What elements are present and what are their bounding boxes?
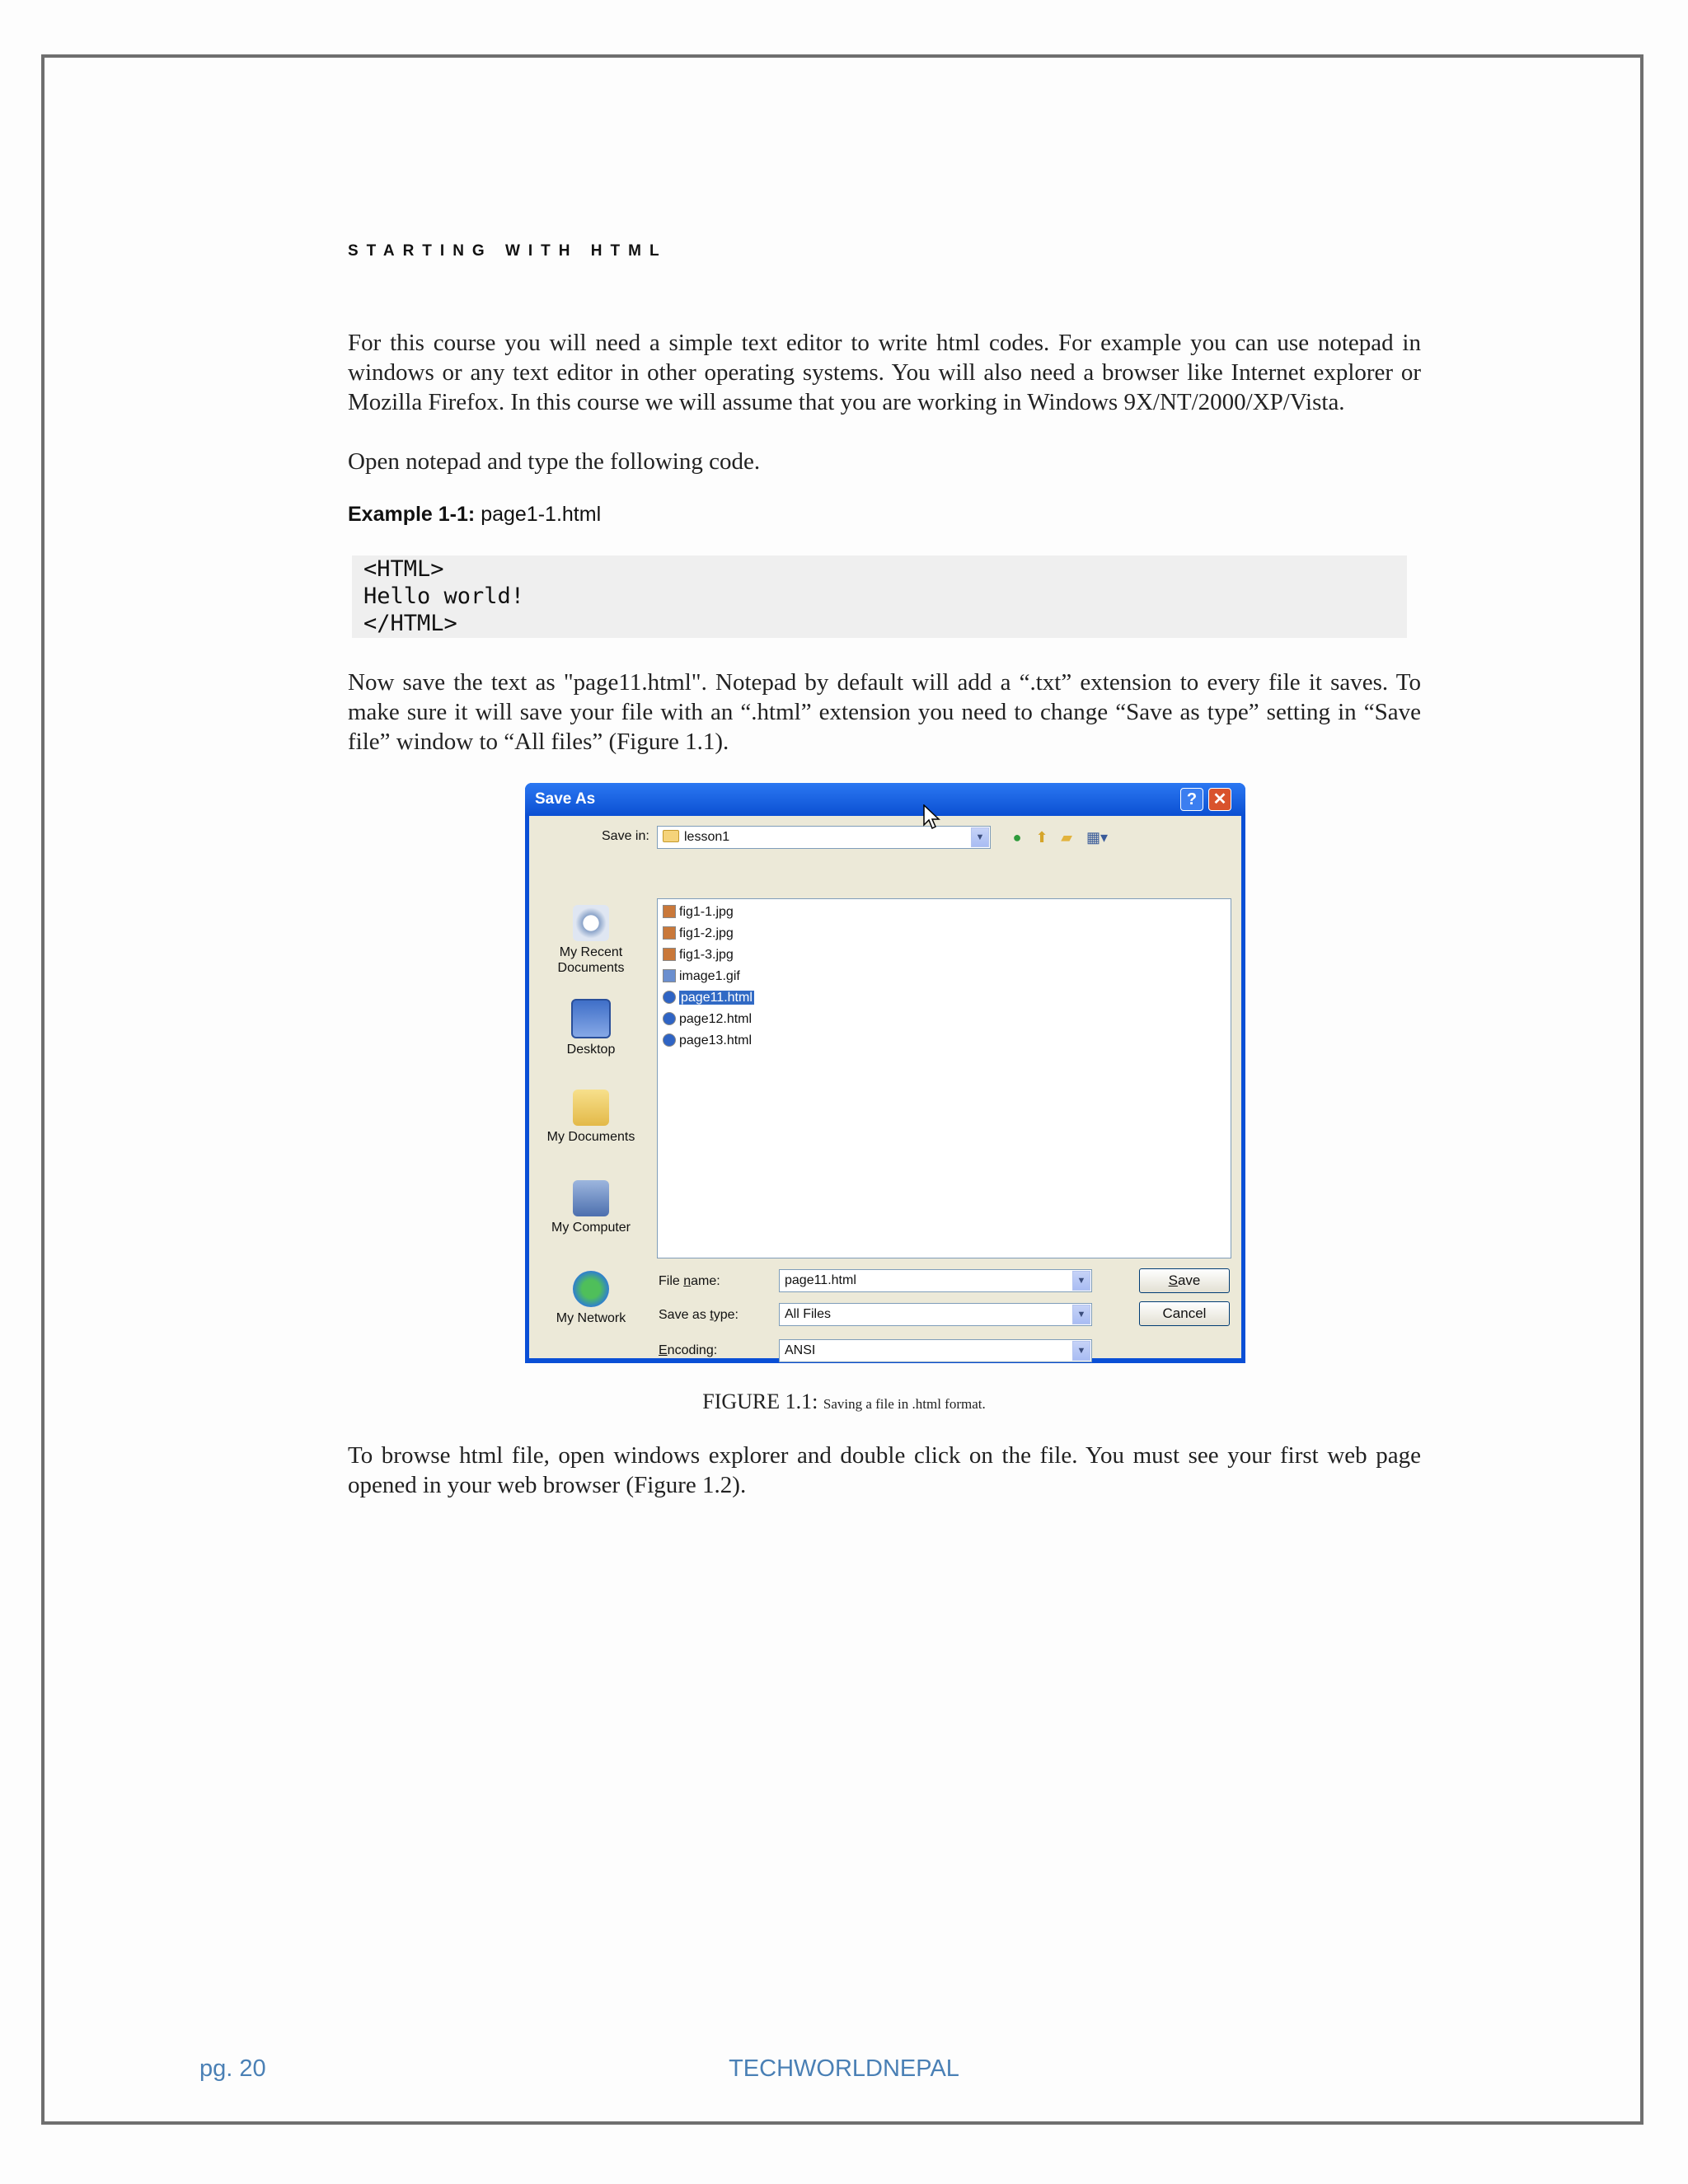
save-in-value: lesson1 [684,830,730,844]
footer-site: TECHWORLDNEPAL [729,2055,959,2082]
place-my-recent-documents[interactable] [536,905,646,976]
jpg-file-icon [663,948,676,961]
figure-caption-number: FIGURE 1.1: [702,1390,823,1413]
back-icon[interactable]: ● [1012,829,1022,846]
my-computer-icon [573,1180,609,1216]
place-my-network[interactable] [536,1271,646,1326]
list-item[interactable]: fig1-1.jpg [663,902,734,922]
page-number: pg. 20 [199,2055,266,2082]
code-block [352,555,1407,638]
save-as-type-dropdown[interactable] [779,1303,1092,1326]
section-heading: STARTING WITH HTML [348,242,668,260]
up-folder-icon[interactable]: ⬆ [1035,829,1048,846]
list-item-selected[interactable]: page11.html [663,988,754,1008]
file-list[interactable] [657,898,1231,1258]
code-line: </HTML> [363,611,457,636]
place-label: Desktop [566,1043,616,1057]
folder-icon [663,830,679,842]
place-label: My Documents [546,1130,635,1144]
chevron-down-icon[interactable]: ▼ [1072,1271,1090,1291]
file-name-field[interactable] [779,1269,1092,1292]
view-menu-icon[interactable]: ▦▾ [1085,829,1109,846]
my-documents-icon [573,1090,609,1126]
place-my-documents[interactable] [536,1090,646,1145]
chevron-down-icon[interactable]: ▼ [1072,1341,1090,1361]
place-label: My Computer [551,1221,631,1235]
desktop-icon [571,999,611,1038]
html-file-icon [663,991,676,1004]
example-label [348,503,601,527]
gif-file-icon [663,969,676,982]
new-folder-icon[interactable]: ▰ [1061,829,1072,846]
intro-paragraph: For this course you will need a simple text editor to write html codes. For example you can use notepad in windows or any text editor in other operating systems. You will also need a browser like Internet explorer or Mozilla Firefox. In this course we will assume that you are working in Windows 9X/NT/2000/XP/Vista. [348,330,1421,415]
html-file-icon [663,1012,676,1025]
recent-documents-icon [573,905,609,941]
place-my-computer[interactable] [536,1180,646,1235]
list-item[interactable]: fig1-3.jpg [663,945,734,965]
dialog-body [529,816,1241,1358]
place-desktop[interactable] [536,999,646,1057]
save-button[interactable]: Save [1139,1268,1230,1293]
file-name-value: page11.html [785,1273,856,1287]
encoding-label: Encoding: [659,1343,718,1357]
list-item[interactable]: page13.html [663,1031,752,1051]
places-bar [536,898,646,1347]
html-file-icon [663,1033,676,1047]
figure-caption-text: Saving a file in .html format. [823,1396,986,1412]
code-line: Hello world! [363,583,525,609]
file-name-label: File name: [659,1274,720,1288]
open-notepad-paragraph: Open notepad and type the following code. [348,448,761,475]
chevron-down-icon[interactable]: ▼ [1072,1305,1090,1324]
cancel-button[interactable]: Cancel [1139,1301,1230,1326]
jpg-file-icon [663,926,676,940]
list-item[interactable]: fig1-2.jpg [663,924,734,944]
save-paragraph: Now save the text as "page11.html". Notepad by default will add a “.txt” extension to every file it saves. To make sure it will save your file with an “.html” extension you need to change “Save as type” setting in “Save file” window to “All files” (Figure 1.1). [348,669,1421,755]
dialog-title: Save As [535,790,596,808]
close-button[interactable]: ✕ [1208,788,1231,811]
figure-caption [0,1390,1688,1414]
place-label: My Recent Documents [557,945,625,975]
save-in-label: Save in: [602,829,649,843]
example-label-bold: Example 1-1: [348,503,476,526]
list-item[interactable]: image1.gif [663,967,740,987]
save-as-type-label: Save as type: [659,1308,738,1322]
example-label-file: page1-1.html [475,503,602,526]
chevron-down-icon: ▼ [971,827,989,847]
save-as-dialog [525,783,1245,1363]
browse-paragraph: To browse html file, open windows explorer and double click on the file. You must see your first web page opened in your web browser (Figure 1.2). [348,1442,1421,1498]
place-label: My Network [556,1311,626,1325]
dialog-titlebar[interactable] [525,783,1245,816]
encoding-dropdown[interactable] [779,1339,1092,1362]
list-item[interactable]: page12.html [663,1010,752,1029]
code-line: <HTML> [363,556,444,582]
help-button[interactable]: ? [1180,788,1203,811]
save-as-type-value: All Files [785,1307,832,1321]
jpg-file-icon [663,905,676,918]
my-network-icon [573,1271,609,1307]
encoding-value: ANSI [785,1343,816,1357]
